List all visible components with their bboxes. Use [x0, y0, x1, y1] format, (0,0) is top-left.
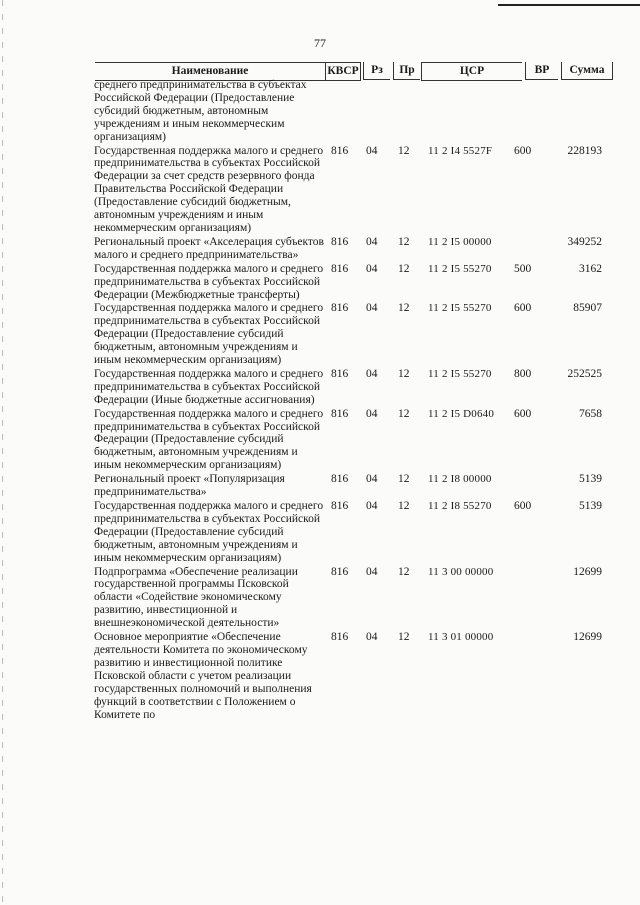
row-sum: 12699 — [573, 565, 602, 578]
row-name: Региональный проект «Популяризация предпринимательства» — [94, 473, 285, 499]
row-csr: 11 2 I5 55270 — [428, 302, 492, 315]
row-pr: 12 — [398, 473, 410, 486]
row-rz: 04 — [366, 631, 378, 644]
row-kvsr: 816 — [331, 235, 349, 248]
row-kvsr: 816 — [331, 367, 349, 380]
row-kvsr: 816 — [331, 407, 349, 420]
table-row — [94, 263, 614, 302]
scan-artifact-line — [498, 4, 640, 6]
row-rz: 04 — [366, 235, 378, 248]
header-rz: Рз — [363, 62, 390, 80]
row-sum: 5139 — [579, 473, 602, 486]
row-sum: 7658 — [579, 407, 602, 420]
table-row — [94, 236, 614, 262]
row-sum: 5139 — [579, 500, 602, 512]
table-row — [94, 408, 614, 473]
row-csr: 11 2 I4 5527F — [428, 144, 493, 157]
row-name: Основное мероприятие «Обеспечение деятельности Комитета по экономическому развитию и инвестиционной политике Псковской области с учетом реализации государственных полномочий и выполнения функций в соответствии с Положением о Комитете по — [94, 631, 312, 721]
row-rz: 04 — [366, 407, 378, 420]
row-rz: 04 — [366, 500, 378, 512]
row-pr: 12 — [398, 565, 410, 578]
table-row — [94, 368, 614, 407]
table-row — [94, 302, 614, 367]
row-kvsr: 816 — [331, 144, 349, 157]
row-vr: 600 — [514, 302, 532, 315]
row-csr: 11 2 I5 00000 — [428, 235, 492, 248]
row-vr: 600 — [514, 407, 532, 420]
row-name: Государственная поддержка малого и среднего предпринимательства в субъектах Российской Федерации (Предоставление субсидий бюджетным, автономным учреждениям и иным некоммерческим организациям) — [94, 500, 324, 564]
row-csr: 11 2 I8 55270 — [428, 500, 492, 512]
row-csr: 11 3 01 00000 — [428, 631, 494, 644]
row-sum: 228193 — [567, 144, 602, 157]
row-pr: 12 — [398, 235, 410, 248]
row-sum: 349252 — [567, 235, 602, 248]
row-kvsr: 816 — [331, 631, 349, 644]
row-pr: 12 — [398, 631, 410, 644]
table-row — [94, 145, 614, 235]
row-pr: 12 — [398, 500, 410, 512]
row-name: среднего предпринимательства в субъектах Российской Федерации (Предоставление субсидий бюджетным, автономным учреждениям и иным некоммерческим организациям) — [94, 79, 307, 143]
row-name: Государственная поддержка малого и среднего предпринимательства в субъектах Российской Федерации (Иные бюджетные ассигнования) — [94, 367, 324, 406]
table-row — [94, 631, 614, 721]
row-csr: 11 2 I8 00000 — [428, 473, 492, 486]
header-csr: ЦСР — [421, 62, 522, 81]
row-vr: 600 — [514, 500, 532, 512]
row-pr: 12 — [398, 302, 410, 315]
row-name: Подпрограмма «Обеспечение реализации государственной программы Псковской области «Содействие экономическому развитию, инвестиционной и внешнеэкономической деятельности» — [94, 565, 298, 630]
table-row — [94, 473, 614, 499]
row-csr: 11 2 I5 D0640 — [428, 407, 495, 420]
row-rz: 04 — [366, 473, 378, 486]
row-pr: 12 — [398, 262, 410, 275]
row-sum: 85907 — [573, 302, 602, 315]
scan-artifact-edge — [2, 0, 3, 905]
row-rz: 04 — [366, 367, 378, 380]
row-kvsr: 816 — [331, 302, 349, 315]
row-vr: 800 — [514, 367, 532, 380]
table-row — [94, 566, 614, 631]
row-name: Региональный проект «Акселерация субъектов малого и среднего предпринимательства» — [94, 235, 324, 261]
row-name: Государственная поддержка малого и среднего предпринимательства в субъектах Российской Федерации за счет средств резервного фонда Правительства Российской Федерации (Предоставление субсидий бюджетным, автономным учреждениям и иным некоммерческим организациям) — [94, 144, 324, 234]
table-row — [94, 500, 614, 565]
row-kvsr: 816 — [331, 262, 349, 275]
row-rz: 04 — [366, 565, 378, 578]
row-csr: 11 3 00 00000 — [428, 565, 494, 578]
row-csr: 11 2 I5 55270 — [428, 367, 492, 380]
row-pr: 12 — [398, 367, 410, 380]
header-name: Наименование — [95, 62, 325, 81]
row-kvsr: 816 — [331, 500, 349, 512]
row-sum: 252525 — [567, 367, 602, 380]
table-body — [94, 79, 614, 722]
page-number: 77 — [314, 36, 326, 50]
row-name: Государственная поддержка малого и среднего предпринимательства в субъектах Российской Федерации (Предоставление субсидий бюджетным, автономным учреждениям и иным некоммерческим организациям) — [94, 302, 324, 367]
row-name: Государственная поддержка малого и среднего предпринимательства в субъектах Российской Федерации (Межбюджетные трансферты) — [94, 262, 324, 301]
row-pr: 12 — [398, 144, 410, 157]
row-kvsr: 816 — [331, 473, 349, 486]
row-kvsr: 816 — [331, 565, 349, 578]
row-name: Государственная поддержка малого и среднего предпринимательства в субъектах Российской Федерации (Предоставление субсидий бюджетным, автономным учреждениям и иным некоммерческим организациям) — [94, 407, 324, 472]
header-sum: Сумма — [561, 62, 613, 80]
row-rz: 04 — [366, 302, 378, 315]
row-pr: 12 — [398, 407, 410, 420]
table-row — [94, 79, 614, 144]
row-vr: 500 — [514, 262, 532, 275]
header-kvsr: КВСР — [325, 62, 361, 81]
header-vr: ВР — [525, 62, 558, 80]
row-sum: 3162 — [579, 262, 602, 275]
row-rz: 04 — [366, 262, 378, 275]
row-sum: 12699 — [573, 631, 602, 644]
row-vr: 600 — [514, 144, 532, 157]
header-pr: Пр — [393, 62, 420, 80]
row-csr: 11 2 I5 55270 — [428, 262, 492, 275]
row-rz: 04 — [366, 144, 378, 157]
